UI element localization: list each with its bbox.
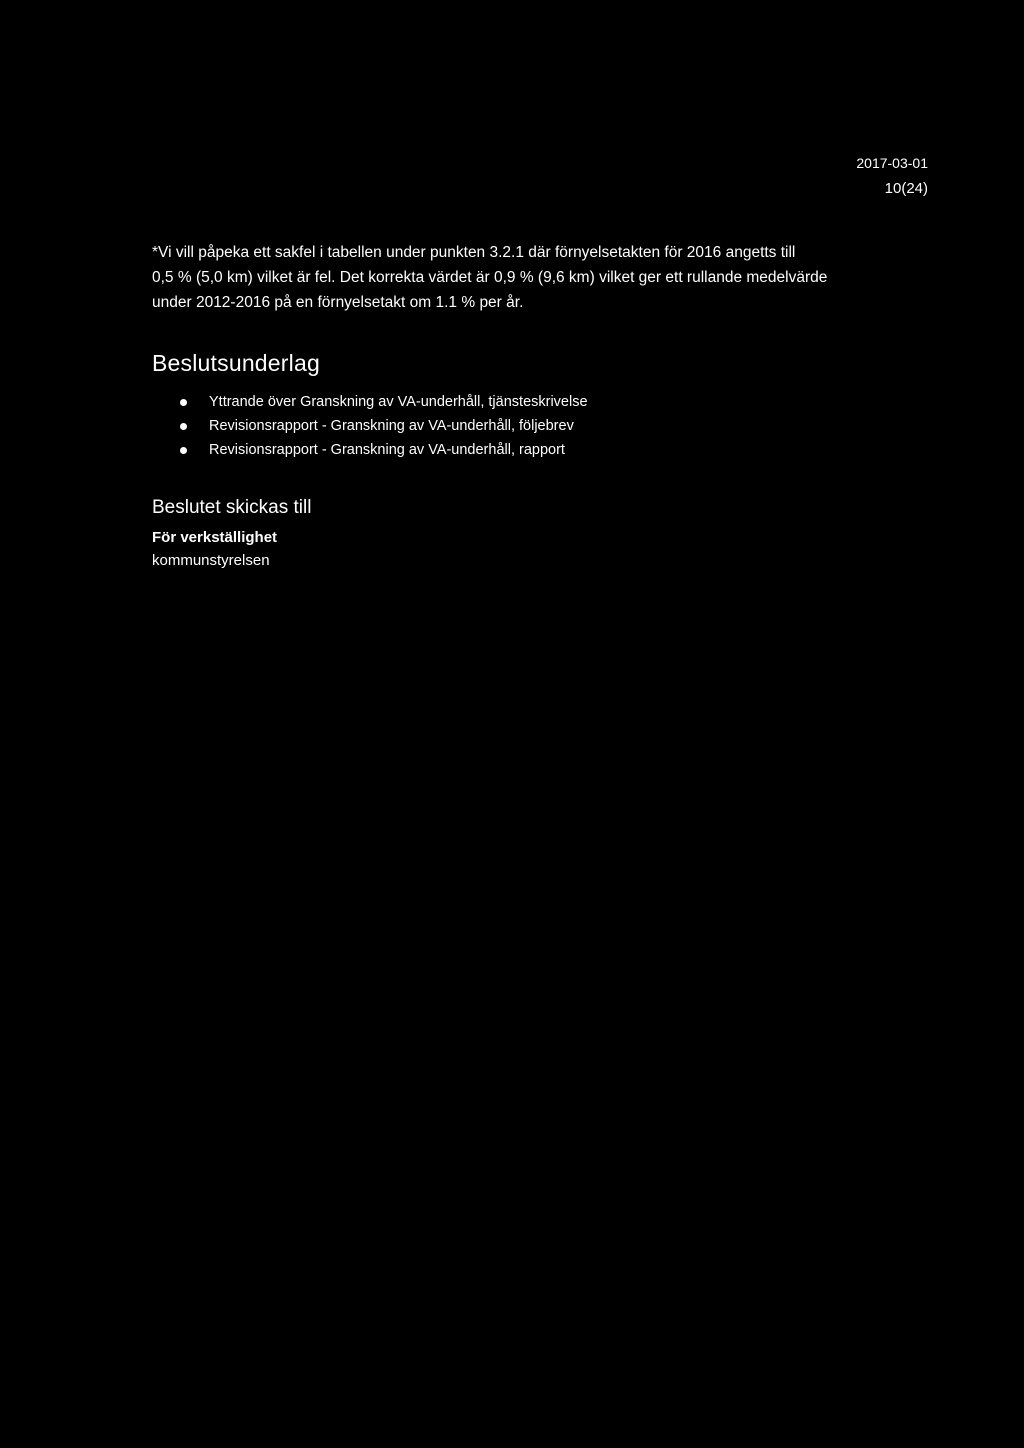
header-meta xyxy=(856,150,928,202)
note-line: under 2012-2016 på en förnyelsetakt om 1.1 % per år. xyxy=(152,294,524,311)
bullet-icon xyxy=(180,399,187,406)
bullet-icon xyxy=(180,423,187,430)
distribution-recipient: kommunstyrelsen xyxy=(152,552,270,569)
distribution-purpose: För verkställighet xyxy=(152,529,278,546)
list-item-text: Yttrande över Granskning av VA-underhåll, tjänsteskrivelse xyxy=(209,394,588,410)
note-line: 0,5 % (5,0 km) vilket är fel. Det korrekta värdet är 0,9 % (9,6 km) vilket ger ett rullande medelvärde xyxy=(152,269,828,286)
correction-note xyxy=(152,240,892,315)
note-line: *Vi vill påpeka ett sakfel i tabellen under punkten 3.2.1 där förnyelsetakten för 2016 angetts till xyxy=(152,244,796,261)
list-item xyxy=(180,438,588,462)
list-item xyxy=(180,390,588,414)
beslutsunderlag-heading: Beslutsunderlag xyxy=(152,350,320,376)
bullet-icon xyxy=(180,447,187,454)
document-date: 2017-03-01 xyxy=(856,155,928,171)
page-number: 10(24) xyxy=(884,180,928,197)
beslutsunderlag-list xyxy=(180,390,588,462)
list-item-text: Revisionsrapport - Granskning av VA-underhåll, följebrev xyxy=(209,418,574,434)
list-item-text: Revisionsrapport - Granskning av VA-underhåll, rapport xyxy=(209,442,565,458)
beslutet-skickas-till-heading: Beslutet skickas till xyxy=(152,497,312,518)
list-item xyxy=(180,414,588,438)
